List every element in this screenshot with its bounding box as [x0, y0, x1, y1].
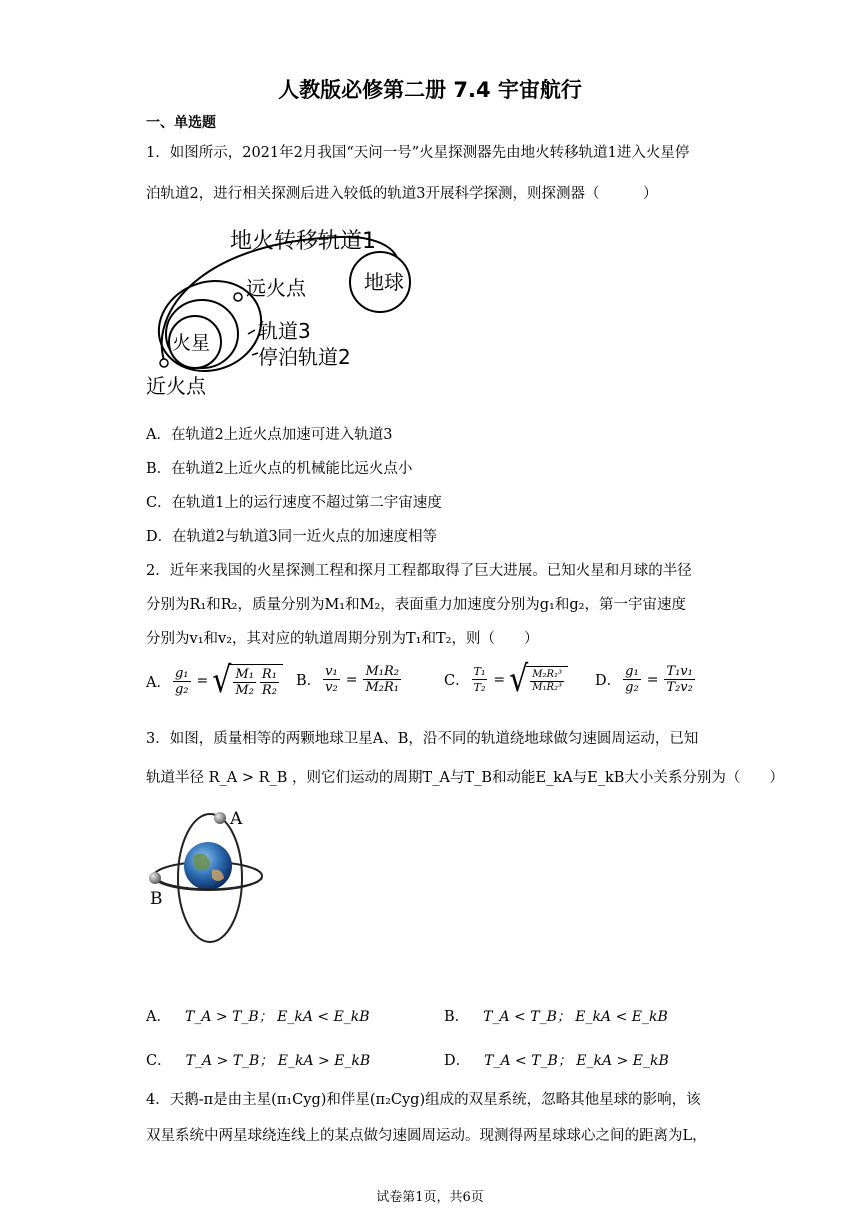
label-b: B: [150, 889, 163, 909]
aphelion-dot: [234, 293, 242, 301]
label-parking-orbit: 停泊轨道2: [258, 345, 351, 369]
q1-stem-line1: 1．如图所示，2021年2月我国“天问一号”火星探测器先由地火转移轨道1进入火星停: [146, 145, 690, 161]
q3-option-c[interactable]: C． T_A > T_B； E_kA > E_kB: [146, 1053, 371, 1069]
q2-stem-line1: 2．近年来我国的火星探测工程和探月工程都取得了巨大进展。已知火星和月球的半径: [146, 563, 692, 579]
label-earth: 地球: [364, 270, 404, 294]
q4-stem-line1: 4．天鹅-π是由主星(π₁Cyg)和伴星(π₂Cyg)组成的双星系统，忽略其他星球的影响，该: [146, 1092, 701, 1108]
satellite-a: [214, 812, 226, 824]
section-heading: 一、单选题: [146, 115, 216, 131]
q1-option-b[interactable]: B．在轨道2上近火点的机械能比远火点小: [146, 461, 413, 477]
label-aphelion: 远火点: [246, 276, 306, 300]
q2-stem-line2: 分别为R₁和R₂，质量分别为M₁和M₂，表面重力加速度分别为g₁和g₂，第一宇宙速度: [146, 597, 686, 613]
q3-option-b[interactable]: B． T_A < T_B； E_kA < E_kB: [444, 1009, 668, 1025]
q1-option-a[interactable]: A．在轨道2上近火点加速可进入轨道3: [146, 427, 393, 443]
q2-option-c[interactable]: C． $\frac{\text{T₁}}{\text{T₂}}$ = √ $\frac{\text{M₂R₁³}}{\text{M₁R₂³}}$: [444, 664, 568, 695]
q2-stem-line3: 分别为v₁和v₂，其对应的轨道周期分别为T₁和T₂，则（ ）: [146, 631, 539, 647]
q3-stem-line2: 轨道半径 R_A > R_B ，则它们运动的周期T_A与T_B和动能E_kA与E_kB大小关系分别为（ ）: [146, 770, 784, 786]
q3-option-a[interactable]: A． T_A > T_B； E_kA < E_kB: [146, 1009, 370, 1025]
label-orbit3: 轨道3: [258, 319, 311, 343]
label-perihelion: 近火点: [146, 374, 206, 398]
q3-stem-line1: 3．如图，质量相等的两颗地球卫星A、B，沿不同的轨道绕地球做匀速圆周运动，已知: [146, 731, 699, 747]
q2-option-b[interactable]: B． $\frac{\text{v₁}}{\text{v₂}}$ = $\frac{\text{M₁R₂}}{\text{M₂R₁}}$: [296, 664, 399, 695]
q1-stem-line2: 泊轨道2，进行相关探测后进入较低的轨道3开展科学探测，则探测器（ ）: [146, 186, 658, 202]
q4-stem-line2: 双星系统中两星球绕连线上的某点做匀速圆周运动。现测得两星球球心之间的距离为L，: [146, 1128, 707, 1144]
q1-option-c[interactable]: C．在轨道1上的运行速度不超过第二宇宙速度: [146, 495, 442, 511]
q1-orbit-figure: [140, 222, 404, 402]
page-title: 人教版必修第二册 7.4 宇宙航行: [278, 78, 582, 102]
q3-satellite-figure: [142, 806, 272, 946]
page-footer: 试卷第1页，共6页: [376, 1190, 484, 1205]
label-transfer-orbit: 地火转移轨道1: [230, 229, 376, 254]
perihelion-dot: [160, 359, 168, 367]
label-mars: 火星: [172, 332, 211, 354]
q3-option-d[interactable]: D． T_A < T_B； E_kA > E_kB: [444, 1053, 669, 1069]
q2-option-d[interactable]: D． $\frac{\text{g₁}}{\text{g₂}}$ = $\frac{\text{T₁v₁}}{\text{T₂v₂}}$: [595, 664, 693, 695]
satellite-b: [149, 872, 161, 884]
label-a: A: [230, 809, 243, 829]
q2-option-a[interactable]: A． $\frac{\text{g₁}}{\text{g₂}}$ = √ $\frac{\text{M₁}}{\text{M₂}}$ $\frac{\text{R₁}}{\text{R₂}}$: [146, 664, 283, 698]
q1-option-d[interactable]: D．在轨道2与轨道3同一近火点的加速度相等: [146, 529, 438, 545]
